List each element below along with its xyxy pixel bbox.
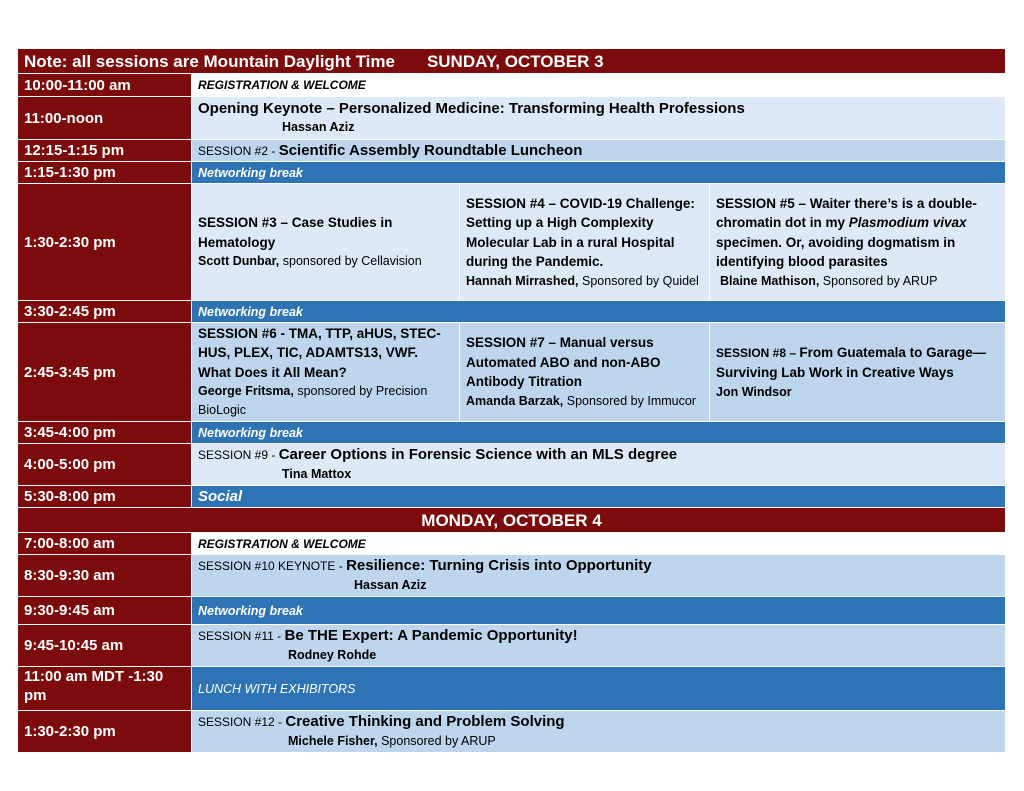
- time-cell: 9:45-10:45 am: [18, 625, 192, 667]
- session-title-italic: Plasmodium vivax: [848, 215, 967, 230]
- networking-break-cell: [192, 422, 1006, 444]
- keynote-cell: [192, 97, 1006, 140]
- registration-label: REGISTRATION & WELCOME: [198, 78, 366, 92]
- table-row: [18, 323, 1006, 422]
- session-4-cell: [460, 184, 710, 301]
- networking-break-label: Networking break: [198, 304, 303, 319]
- session-title: Scientific Assembly Roundtable Luncheon: [278, 141, 583, 159]
- monday-header-row: [18, 508, 1006, 533]
- networking-break-label: Networking break: [198, 165, 303, 180]
- lunch-cell: [192, 667, 1006, 711]
- sponsor-text: sponsored by Cellavision: [279, 254, 422, 268]
- session-code: SESSION #12 -: [198, 715, 286, 729]
- sponsor-text: Sponsored by ARUP: [819, 273, 938, 288]
- presenter-name: Scott Dunbar,: [198, 254, 280, 268]
- time-cell: 7:00-8:00 am: [18, 533, 192, 555]
- session-6-cell: [192, 323, 460, 422]
- session-cell: [192, 711, 1006, 753]
- table-row: [18, 533, 1006, 555]
- time-cell: 3:45-4:00 pm: [18, 422, 192, 444]
- time-cell: 12:15-1:15 pm: [18, 140, 192, 162]
- time-cell: 11:00-noon: [18, 97, 192, 140]
- networking-break-cell: [192, 597, 1006, 625]
- table-row: [18, 301, 1006, 323]
- monday-header: [18, 508, 1006, 533]
- table-row: [18, 711, 1006, 753]
- time-cell: 1:30-2:30 pm: [18, 711, 192, 753]
- session-code: SESSION #2 -: [198, 143, 279, 158]
- time-cell: 9:30-9:45 am: [18, 597, 192, 625]
- session-cell: [192, 140, 1006, 162]
- presenter-name: Hannah Mirrashed,: [466, 273, 579, 288]
- presenter-name: Jon Windsor: [716, 384, 792, 399]
- session-cell: [192, 625, 1006, 667]
- session-title: SESSION #6 - TMA, TTP, aHUS, STEC-HUS, PLEX, TIC, ADAMTS13, VWF. What Does it All Mean?: [198, 325, 441, 380]
- session-cell: [192, 444, 1006, 486]
- table-row: [18, 140, 1006, 162]
- presenter-name: Amanda Barzak,: [466, 393, 564, 408]
- table-row: [18, 555, 1006, 597]
- session-code: SESSION #10 KEYNOTE -: [198, 559, 347, 573]
- sponsor-text: Sponsored by Immucor: [563, 393, 696, 408]
- table-row: [18, 667, 1006, 711]
- table-row: [18, 422, 1006, 444]
- presenter-name: Blaine Mathison,: [720, 273, 820, 288]
- time-cell: 1:30-2:30 pm: [18, 184, 192, 301]
- time-cell: 10:00-11:00 am: [18, 74, 192, 97]
- session-title: SESSION #3 – Case Studies in Hematology: [198, 215, 393, 250]
- networking-break-label: Networking break: [198, 425, 303, 440]
- networking-break-label: Networking break: [198, 603, 303, 618]
- session-title: From Guatemala to Garage—Surviving Lab Work in Creative Ways: [716, 344, 987, 380]
- presenter-name: George Fritsma,: [198, 384, 294, 399]
- schedule-table: [17, 48, 1006, 753]
- session-8-cell: [710, 323, 1006, 422]
- social-label: Social: [198, 488, 243, 505]
- presenter-name: Tina Mattox: [282, 467, 352, 481]
- session-title: Career Options in Forensic Science with an MLS degree: [278, 446, 678, 463]
- session-3-cell: [192, 184, 460, 301]
- time-cell: 8:30-9:30 am: [18, 555, 192, 597]
- sponsor-text: Sponsored by ARUP: [377, 734, 496, 748]
- presenter-name: Rodney Rohde: [288, 648, 377, 662]
- social-cell: [192, 486, 1006, 508]
- timezone-note: Note: all sessions are Mountain Daylight Time: [24, 51, 395, 71]
- registration-label: REGISTRATION & WELCOME: [198, 536, 366, 551]
- registration-cell: [192, 533, 1006, 555]
- session-title: Resilience: Turning Crisis into Opportunity: [346, 557, 652, 574]
- time-cell: 4:00-5:00 pm: [18, 444, 192, 486]
- sponsor-text: sponsored by Precision BioLogic: [198, 384, 428, 418]
- table-row: [18, 184, 1006, 301]
- session-7-cell: [460, 323, 710, 422]
- table-row: [18, 444, 1006, 486]
- session-5-cell: [710, 184, 1006, 301]
- time-cell: 1:15-1:30 pm: [18, 162, 192, 184]
- session-title: Creative Thinking and Problem Solving: [285, 713, 565, 730]
- table-row: [18, 597, 1006, 625]
- networking-break-cell: [192, 301, 1006, 323]
- sunday-header: [18, 49, 1006, 74]
- presenter-name: Hassan Aziz: [282, 120, 355, 134]
- networking-break-cell: [192, 162, 1006, 184]
- lunch-label: LUNCH WITH EXHIBITORS: [198, 681, 356, 696]
- presenter-name: Michele Fisher,: [288, 734, 378, 748]
- session-code: SESSION #9 -: [198, 448, 279, 462]
- session-title: SESSION #7 – Manual versus Automated ABO and non-ABO Antibody Titration: [466, 335, 661, 390]
- time-cell: 3:30-2:45 pm: [18, 301, 192, 323]
- table-row: [18, 97, 1006, 140]
- registration-cell: [192, 74, 1006, 97]
- time-cell: 5:30-8:00 pm: [18, 486, 192, 508]
- session-code: SESSION #8 –: [716, 345, 800, 360]
- sunday-day-title: SUNDAY, OCTOBER 3: [426, 51, 604, 71]
- session-title: SESSION #5 – Waiter there’s is a double-chromatin dot in my: [716, 195, 977, 230]
- session-code: SESSION #11 -: [198, 629, 285, 643]
- time-cell: 11:00 am MDT -1:30 pm: [18, 667, 192, 711]
- table-row: [18, 486, 1006, 508]
- table-row: [18, 625, 1006, 667]
- sunday-header-row: [18, 49, 1006, 74]
- table-row: [18, 74, 1006, 97]
- session-title: SESSION #4 – COVID-19 Challenge: Setting up a High Complexity Molecular Lab in a rural Hospital during the Pandemic.: [466, 195, 695, 269]
- table-row: [18, 162, 1006, 184]
- monday-day-title: MONDAY, OCTOBER 4: [421, 510, 602, 530]
- session-title: Be THE Expert: A Pandemic Opportunity!: [284, 627, 578, 644]
- session-title-rest: specimen. Or, avoiding dogmatism in identifying blood parasites: [716, 234, 956, 269]
- keynote-cell: [192, 555, 1006, 597]
- presenter-name: Hassan Aziz: [354, 578, 427, 592]
- sponsor-text: Sponsored by Quidel: [578, 273, 699, 288]
- session-title: Opening Keynote – Personalized Medicine: Transforming Health Professions: [198, 100, 745, 117]
- time-cell: 2:45-3:45 pm: [18, 323, 192, 422]
